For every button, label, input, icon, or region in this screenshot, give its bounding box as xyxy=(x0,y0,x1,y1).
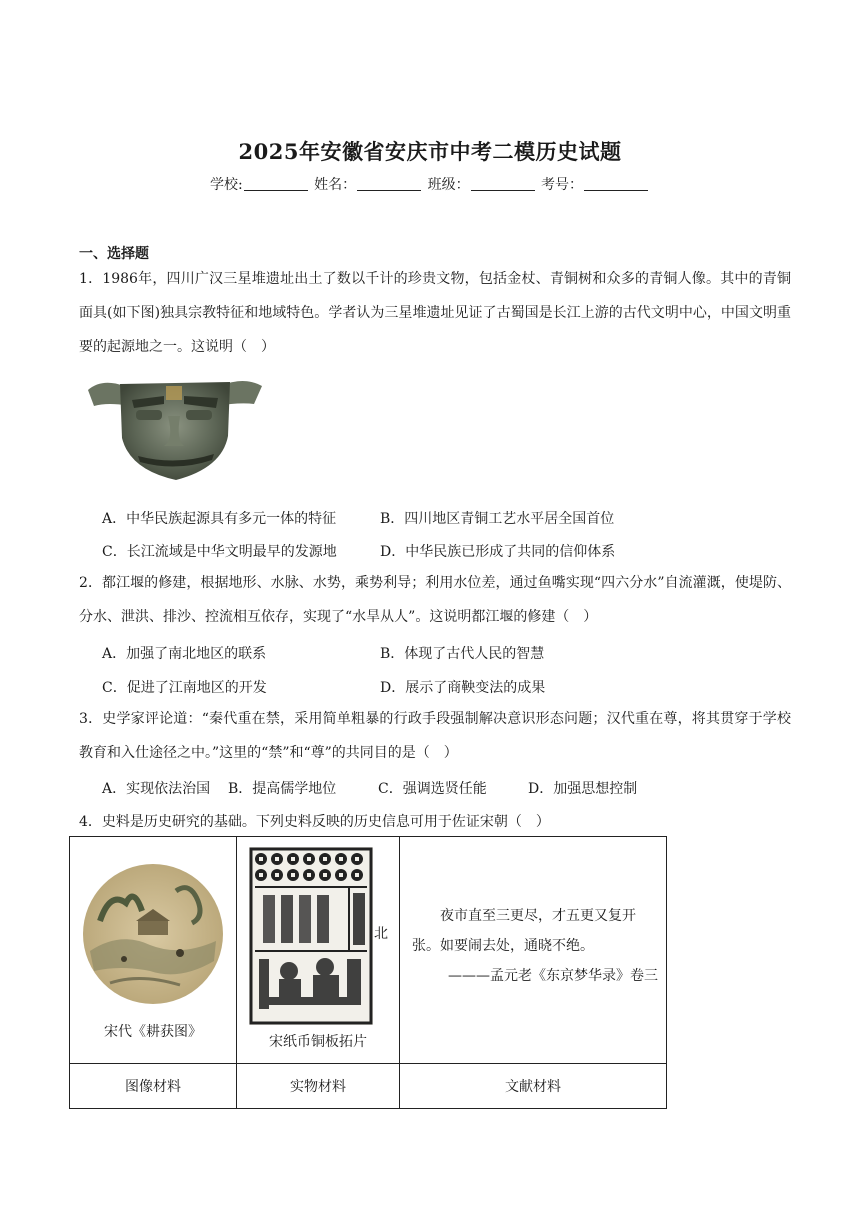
q1-option-b[interactable]: B．四川地区青铜工艺水平居全国首位 xyxy=(380,511,615,527)
img2-side-text: 北 xyxy=(374,926,388,942)
q3-option-d[interactable]: D．加强思想控制 xyxy=(528,781,638,797)
q3-option-b[interactable]: B．提高儒学地位 xyxy=(228,781,337,797)
name-blank[interactable] xyxy=(357,176,421,191)
question-2-stem: 2．都江堰的修建，根据地形、水脉、水势，乘势利导；利用水位差，通过鱼嘴实现“四六分水”自流灌溉，使堤防、分水、泄洪、排沙、控流相互依存，实现了“水旱从人”。这说明都江堰的修建（ ） xyxy=(79,575,791,625)
q1-option-a[interactable]: A．中华民族起源具有多元一体的特征 xyxy=(102,511,337,527)
source-material-table xyxy=(69,836,667,1109)
img1-caption: 宋代《耕获图》 xyxy=(104,1024,202,1040)
quote-text: 夜市直至三更尽，才五更又复开张。如要闹去处，通晓不绝。 xyxy=(412,908,636,954)
q3-option-c[interactable]: C．强调选贤任能 xyxy=(378,781,487,797)
q1-option-c[interactable]: C．长江流域是中华文明最早的发源地 xyxy=(102,544,337,560)
section-heading: 一、选择题 xyxy=(79,246,149,262)
q2-option-b[interactable]: B．体现了古代人民的智慧 xyxy=(380,646,545,662)
img2-caption: 宋纸币铜板拓片 xyxy=(269,1034,367,1050)
header-object-material: 实物材料 xyxy=(237,1064,400,1109)
exam-no-blank[interactable] xyxy=(584,176,648,191)
name-label: 姓名： xyxy=(314,177,357,193)
school-blank[interactable] xyxy=(244,176,308,191)
quote-source: ———孟元老《东京梦华录》卷三 xyxy=(448,968,658,984)
q2-option-d[interactable]: D．展示了商鞅变法的成果 xyxy=(380,680,546,696)
class-blank[interactable] xyxy=(471,176,535,191)
q3-option-a[interactable]: A．实现依法治国 xyxy=(102,781,211,797)
document-quote xyxy=(412,901,658,991)
question-4-stem: 4．史料是历史研究的基础。下列史料反映的历史信息可用于佐证宋朝（ ） xyxy=(79,814,550,830)
page-title: 2025年安徽省安庆市中考二模历史试题 xyxy=(238,139,622,164)
q2-option-a[interactable]: A．加强了南北地区的联系 xyxy=(102,646,267,662)
object-material-cell xyxy=(237,837,400,1064)
bronze-mask-image xyxy=(84,376,266,484)
song-banknote-rubbing-image xyxy=(249,847,373,1025)
q2-option-c[interactable]: C．促进了江南地区的开发 xyxy=(102,680,267,696)
question-1-stem: 1．1986年，四川广汉三星堆遗址出土了数以千计的珍贵文物，包括金杖、青铜树和众多的青铜人像。其中的青铜面具(如下图)独具宗教特征和地域特色。学者认为三星堆遗址见证了古蜀国是长江上游的古代文明中心，中国文明重要的起源地之一。这说明（ ） xyxy=(79,271,791,355)
gengu-painting-image xyxy=(80,861,226,1007)
student-info-line xyxy=(0,174,860,194)
image-material-cell xyxy=(70,837,237,1064)
header-image-material: 图像材料 xyxy=(70,1064,237,1109)
class-label: 班级： xyxy=(427,177,470,193)
exam-no-label: 考号： xyxy=(541,177,584,193)
school-label: 学校: xyxy=(209,177,243,193)
question-3-stem: 3．史学家评论道：“秦代重在禁，采用简单粗暴的行政手段强制解决意识形态问题；汉代重在尊，将其贯穿于学校教育和入仕途径之中。”这里的“禁”和“尊”的共同目的是（ ） xyxy=(79,711,791,761)
header-document-material: 文献材料 xyxy=(400,1064,667,1109)
q1-option-d[interactable]: D．中华民族已形成了共同的信仰体系 xyxy=(380,544,616,560)
document-material-cell xyxy=(400,837,667,1064)
